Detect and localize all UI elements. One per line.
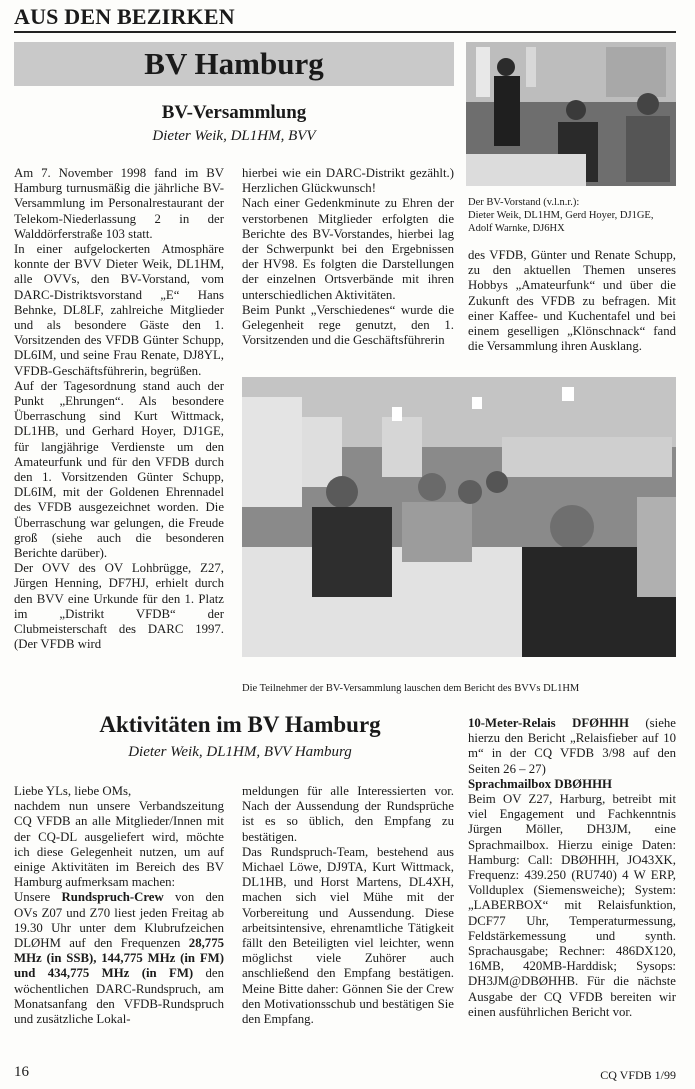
board-photo-caption — [468, 196, 678, 235]
article1-column-1 — [14, 166, 224, 653]
paragraph: Am 7. November 1998 fand im BV Hamburg turnusmäßig die jährliche BV-Versammlung im Personalrestaurant der Telekom-Niederlassung 2 in der Walddörferstraße 103 statt. — [14, 166, 224, 241]
banner-title: BV Hamburg — [14, 42, 454, 86]
paragraph: Auf der Tagesordnung stand auch der Punkt „Ehrungen“. Als besondere Überraschung sind Kurt Wittmack, DL1HB, und Gerhard Hoyer, DJ1GE, für langjährige Verdienste um den Amateurfunk und für den VFDB durch den 1. Vorsitzenden Günter Schupp, DL6IM, mit der Goldenen Ehrennadel des VFDB ausgezeichnet worden. Die Überraschung war gelungen, die Freude groß (siehe auch die besonderen Berichte darüber). — [14, 378, 224, 561]
text-run: (siehe hierzu den Bericht „Relaisfieber auf 10 m“ in der CQ VFDB 3/98 auf den Seiten 26 – 27) — [468, 716, 676, 776]
text-run: von den OVs Z07 und Z70 liest jeden Freitag ab 19.30 Uhr unter dem Klubrufzeichen DLØHM auf den Frequenzen — [14, 890, 224, 951]
text-run: den wöchentlichen DARC-Rundspruch, am Monatsanfang den VFDB-Rundspruch und zusätzliche Lokal- — [14, 966, 224, 1027]
page-number: 16 — [14, 1064, 29, 1080]
mailbox-heading: Sprachmailbox DBØHHH — [468, 776, 612, 791]
assembly-photo-caption: Die Teilnehmer der BV-Versammlung lauschen dem Bericht des BVVs DL1HM — [242, 683, 580, 694]
article2-byline: Dieter Weik, DL1HM, BVV Hamburg — [128, 744, 352, 760]
caption-line: Adolf Warnke, DJ6HX — [468, 223, 565, 234]
paragraph: Nach einer Gedenkminute zu Ehren der verstorbenen Mitglieder erfolgten die Berichte des BV-Vorstandes, hierbei lag der Schwerpunkt bei den Ergebnissen der HV98. Es folgten die Darstellungen der einzelnen Ortsverbände mit ihren unterschiedlichen Aktivitäten. — [242, 196, 454, 302]
relay-title: 10-Meter-Relais DFØHHH — [468, 716, 629, 730]
paragraph — [14, 890, 224, 1027]
paragraph: Der OVV des OV Lohbrügge, Z27, Jürgen Henning, DF7HJ, erhielt durch den BVV eine Urkunde für den 1. Platz im „Distrikt VFDB“ der Clubmeisterschaft des DARC 1997. (Der VFDB wird — [14, 561, 224, 652]
assembly-photo — [242, 377, 676, 657]
article1-title: BV-Versammlung — [161, 102, 307, 123]
caption-line: Dieter Weik, DL1HM, Gerd Hoyer, DJ1GE, — [468, 210, 654, 221]
issue-label: CQ VFDB 1/99 — [600, 1068, 676, 1082]
crew-label: Rundspruch-Crew — [61, 890, 164, 905]
paragraph: des VFDB, Günter und Renate Schupp, zu den aktuellen Themen unseres Hobbys „Amateurfunk“ und über die Zukunft des VFDB zu befragen. Mit einer Kaffee- und Kuchentafel und bei einem geselligen „Klönschnack“ fand die Versammlung ihren Ausklang. — [468, 248, 676, 354]
paragraph: nachdem nun unsere Verbandszeitung CQ VFDB an alle Mitglieder/Innen mit der CQ-DL ausgeliefert wird, möchte ich diese Gelegenheit nutzen, um auf einige Aktivitäten im Bereich des BV Hamburg aufmerksam machen: — [14, 799, 224, 890]
paragraph: In einer aufgelockerten Atmosphäre konnte der BVV Dieter Weik, DL1HM, alle OVVs, den BV-Vorstand, vom DARC-Distriktsvorstand „E“ Hans Behnke, DL8LF, zahlreiche Mitglieder und als besondere Gäste den 1. Vorsitzenden des VFDB Günter Schupp, DL6IM, und seine Frau Renate, DJ8YL, VFDB-Geschäftsführerin, begrüßen. — [14, 242, 224, 378]
paragraph: Beim OV Z27, Harburg, betreibt mit viel Engagement und Fachkenntnis Jürgen Möller, DH3JM, eine Sprachmailbox. Hierzu einige Daten: Hamburg: Call: DBØHHH, JO43XK, Frequenz: 439.250 (RU740) 4 W ERP, Vollduplex (Siemensweiche); System: „LABERBOX“ mit Relaisfunktion, DCF77 Uhr, Temperaturmessung, Feldstärkemessung und synth. Sprachausgabe; Rechner: 486DX120, 16MB, 420MB-Harddisk; Sysops: DH3JM@DBØHHB. Für die nächste Ausgabe der CQ VFDB bereiten wir einen ausführlichen Bericht vor. — [468, 792, 676, 1019]
text-run: Unsere — [14, 890, 62, 905]
paragraph: Beim Punkt „Verschiedenes“ wurde die Gelegenheit rege genutzt, den 1. Vorsitzenden und die Geschäftsführerin — [242, 302, 454, 348]
greeting: Liebe YLs, liebe OMs, — [14, 784, 132, 798]
article2-title: Aktivitäten im BV Hamburg — [99, 712, 381, 737]
paragraph: meldungen für alle Interessierten vor. Nach der Aussendung der Rundsprüche ist es so üblich, den Empfang zu bestätigen. — [242, 784, 454, 844]
article1-column-3 — [468, 248, 676, 354]
article2-column-2 — [242, 784, 454, 1027]
mailbox-title — [468, 777, 676, 792]
paragraph — [468, 716, 676, 777]
board-photo — [466, 42, 676, 186]
article1-column-2 — [242, 166, 454, 348]
paragraph: Das Rundspruch-Team, bestehend aus Michael Löwe, DJ9TA, Kurt Wittmack, DL1HB, und Horst Martens, DL4XH, machen sich viel Mühe mit der Vorbereitung und Aussendung. Diese arbeitsintensive, ehrenamtliche Tätigkeit fällt den Beteiligten viel leichter, wenn möglichst viele Zuhörer auch anschließend den Empfang bestätigen. Meine Bitte daher: Gönnen Sie der Crew den Motivationsschub und bestätigen Sie den Empfang. — [242, 844, 454, 1027]
caption-line: Der BV-Vorstand (v.l.n.r.): — [468, 197, 580, 208]
frequencies: 28,775 MHz (in SSB), 144,775 MHz (in FM) und 434,775 MHz (in FM) — [14, 936, 224, 981]
article2-column-3 — [468, 716, 676, 1020]
paragraph: hierbei wie ein DARC-Distrikt gezählt.) Herzlichen Glückwunsch! — [242, 166, 454, 196]
section-title: AUS DEN BEZIRKEN — [14, 4, 235, 29]
article1-byline: Dieter Weik, DL1HM, BVV — [152, 128, 316, 144]
section-rule — [14, 31, 676, 33]
article2-column-1 — [14, 784, 224, 1027]
